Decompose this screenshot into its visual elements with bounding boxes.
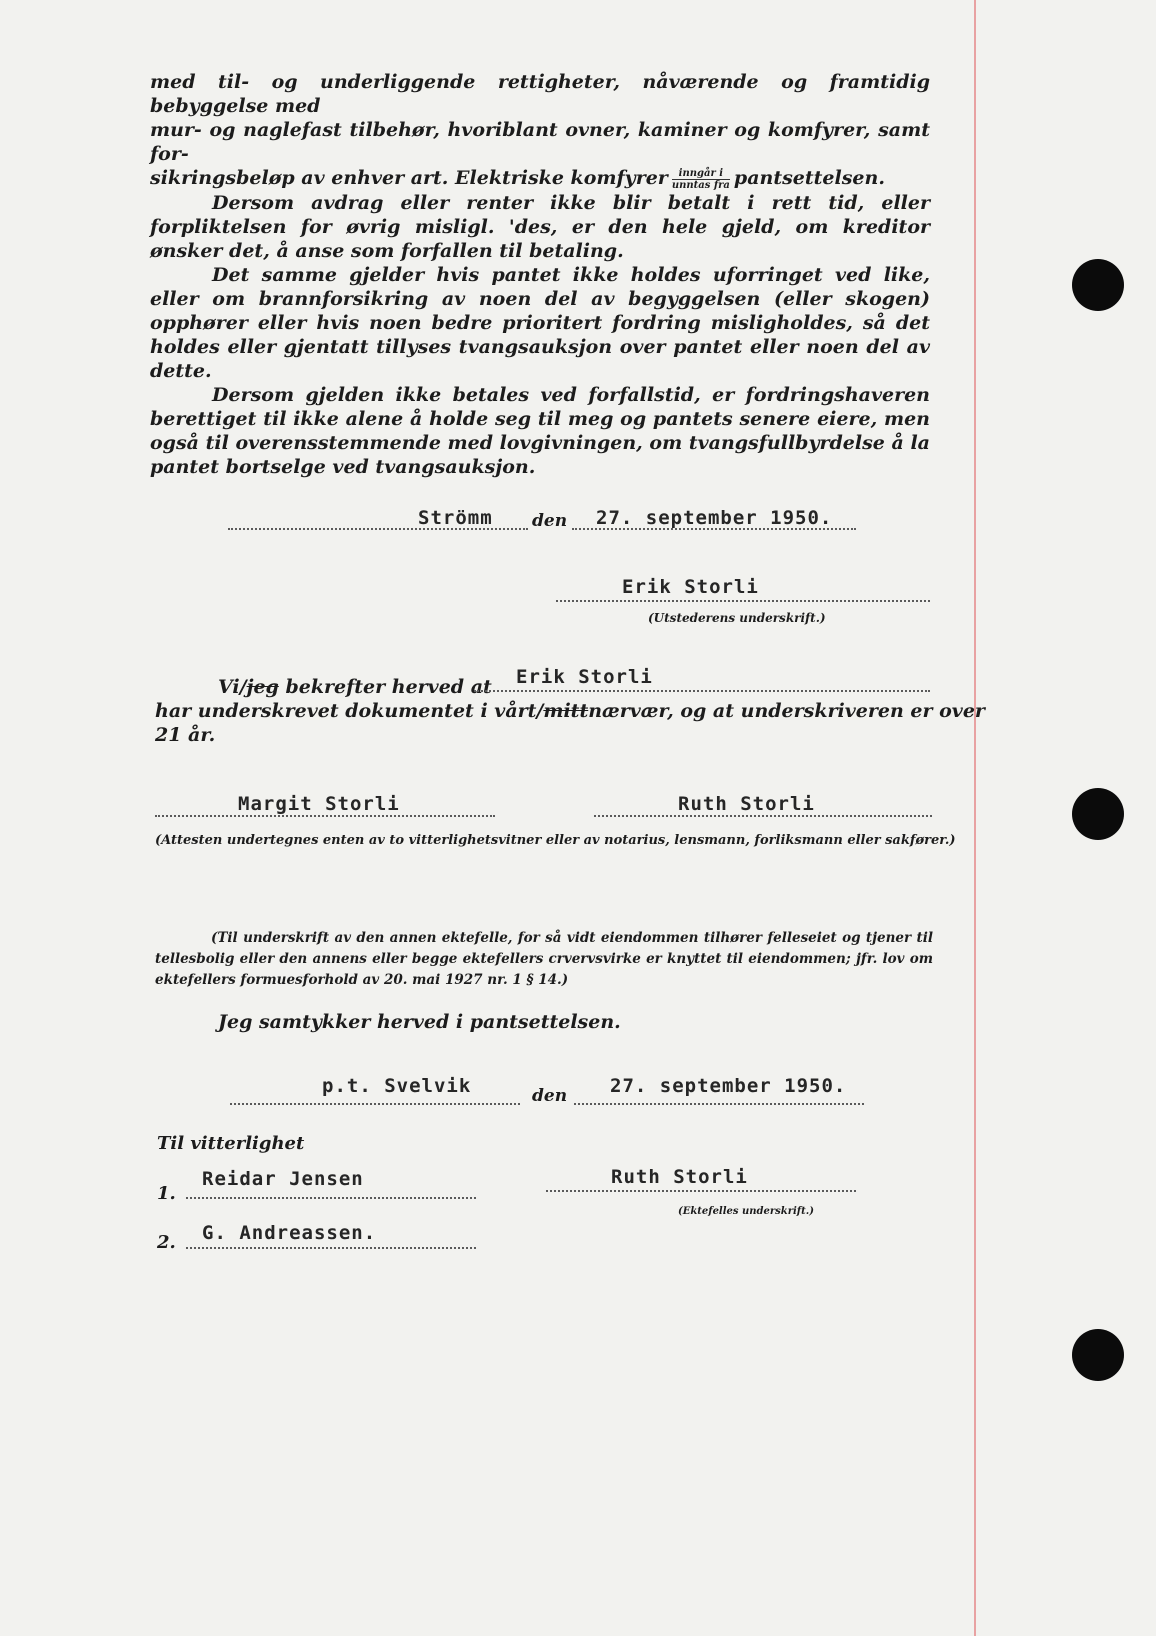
signer-line <box>474 690 930 692</box>
spouse-line <box>546 1190 856 1192</box>
date-value-2: 27. september 1950. <box>610 1075 847 1097</box>
confirmation-line-2 <box>155 700 985 722</box>
consent-text: Jeg samtykker herved i pantsettelsen. <box>218 1011 621 1033</box>
date-line-2 <box>574 1103 864 1105</box>
place-line-2 <box>230 1103 520 1105</box>
witness-number-2: 2. <box>157 1232 176 1253</box>
paragraph-text: sikringsbeløp av enhver art. Elektriske komfyrer <box>150 167 668 189</box>
included-excluded-fraction <box>672 168 730 191</box>
witness-line-left <box>155 815 495 817</box>
paragraph-text: pantsettelsen. <box>733 167 885 189</box>
paragraph-line: med til- og underliggende rettigheter, nåværende og framtidig bebyggelse med <box>150 71 930 117</box>
issuer-line <box>556 600 930 602</box>
punch-hole <box>1072 259 1124 311</box>
issuer-signature: Erik Storli <box>622 576 759 598</box>
issuer-caption: (Utstederens underskrift.) <box>648 611 826 625</box>
place-value: Strömm <box>418 507 493 529</box>
struck-jeg: jeg <box>246 676 279 698</box>
paragraph-deterioration: Det samme gjelder hvis pantet ikke holdes uforringet ved like, eller om brannforsikring av noen del av begyggelsen (eller skogen) opphører eller hvis noen bedre prioritert fordring misligholdes, så det holdes eller gjentatt tillyses tvangsauksjon over pantet eller noen del av dette. <box>150 263 930 382</box>
witness-left: Margit Storli <box>238 793 400 815</box>
witness-line-2 <box>186 1247 476 1249</box>
witness-line-1 <box>186 1197 476 1199</box>
spouse-note-text: (Til underskrift av den annen ektefelle, for så vidt eiendommen tilhører felleseiet og tjener til tellesbolig eller den annens eller begge ektefellers crvervsvirke er knyttet til eiendommen; jfr. lov om ektefellers formuesforhold av 20. mai 1927 nr. 1 § 14.) <box>155 930 933 988</box>
signer-name: Erik Storli <box>516 666 653 688</box>
paragraph-line: mur- og naglefast tilbehør, hvoriblant ovner, kaminer og komfyrer, samt for- <box>150 119 930 165</box>
confirm-text: har underskrevet dokumentet i vårt/ <box>155 700 544 722</box>
margin-rule <box>974 0 976 1636</box>
witness-right: Ruth Storli <box>678 793 815 815</box>
witness-heading: Til vitterlighet <box>157 1133 305 1154</box>
paragraph-enforcement: Dersom gjelden ikke betales ved forfallstid, er fordringshaveren berettiget til ikke alene å holde seg til meg og pantets senere eiere, men også til overensstemmende med lovgivningen, om tvangsfullbyrdelse å la pantet bortselge ved tvangsauksjon. <box>150 383 930 478</box>
witness-name-1: Reidar Jensen <box>202 1168 364 1190</box>
frac-bottom: unntas fra <box>671 179 730 191</box>
witness-line-right <box>594 815 932 817</box>
confirm-text: bekrefter herved at <box>285 676 492 698</box>
date-value: 27. september 1950. <box>596 507 833 529</box>
paragraph-line <box>150 166 930 191</box>
spouse-caption: (Ektefelles underskrift.) <box>678 1206 814 1217</box>
punch-hole <box>1072 1329 1124 1381</box>
vi-text: Vi/ <box>218 676 247 698</box>
frac-top: inngår i <box>672 168 730 180</box>
den-label: den <box>532 511 568 531</box>
witness-name-2: G. Andreassen. <box>202 1222 377 1244</box>
punch-hole <box>1072 788 1124 840</box>
witness-caption: (Attesten undertegnes enten av to vitterlighetsvitner eller av notarius, lensmann, forliksmann eller sakfører.) <box>155 833 956 848</box>
witness-number-1: 1. <box>157 1183 176 1204</box>
confirmation-line-1 <box>218 676 492 698</box>
terms-text <box>150 70 930 479</box>
den-label-2: den <box>532 1086 568 1106</box>
confirm-text: nærvær, og at underskriveren er over <box>588 700 985 722</box>
struck-mitt: mitt <box>543 700 589 722</box>
paragraph-default: Dersom avdrag eller renter ikke blir betalt i rett tid, eller forpliktelsen for øvrig misligl. 'des, er den hele gjeld, om kreditor ønsker det, å anse som forfallen til betaling. <box>150 191 930 262</box>
spouse-signature: Ruth Storli <box>611 1166 748 1188</box>
confirmation-line-3: 21 år. <box>155 724 216 746</box>
place-value-2: p.t. Svelvik <box>322 1075 472 1097</box>
spouse-note <box>155 928 933 991</box>
